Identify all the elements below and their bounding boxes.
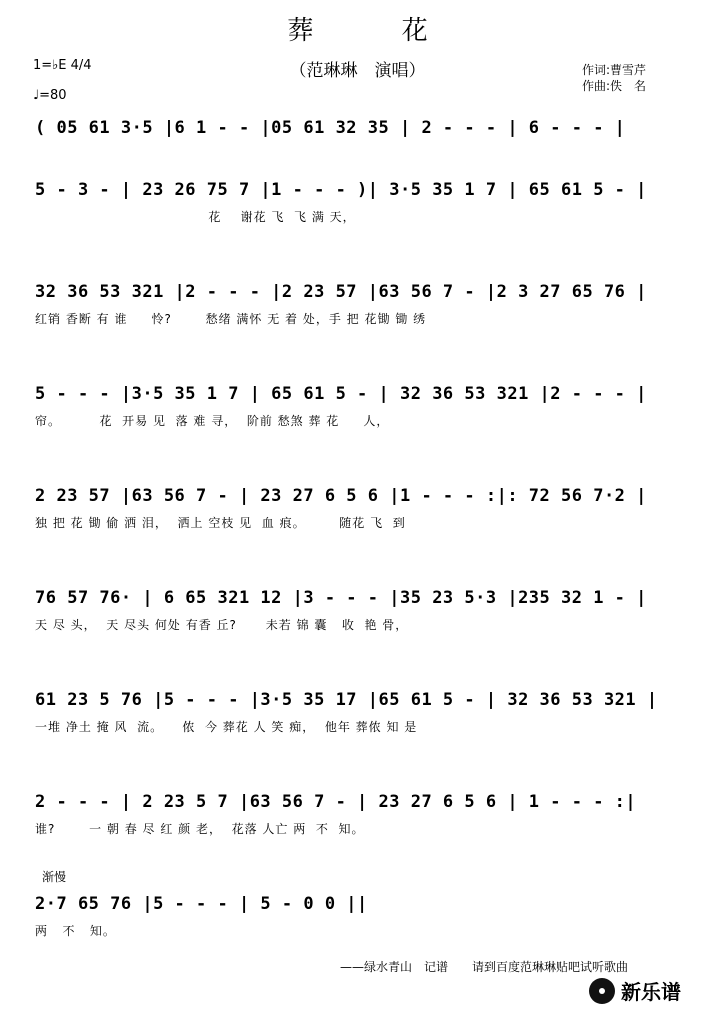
- transcriber-credit: ——绿水青山 记谱 请到百度范琳琳贴吧试听歌曲: [340, 960, 629, 974]
- lyrics-line: 谁? 一 朝 春 尽 红 颜 老， 花落 人亡 两 不 知。: [35, 822, 365, 836]
- lyrics-line: 天 尽 头， 天 尽头 何处 有香 丘? 未若 锦 囊 收 艳 骨，: [35, 618, 409, 632]
- song-subtitle: （范琳琳 演唱）: [289, 61, 426, 81]
- lyrics-line: 一堆 净土 掩 风 流。 侬 今 葬花 人 笑 痴， 他年 葬侬 知 是: [35, 720, 418, 734]
- lyrics-line: 花 谢花 飞 飞 满 天，: [35, 210, 356, 224]
- key-signature: 1=♭E 4/4: [33, 58, 92, 73]
- notation-line: 76 57 76· | 6 65 321 12 |3 - - - |35 23 5·3 |235 32 1 - |: [35, 588, 647, 608]
- composer: 作曲:佚 名: [582, 79, 647, 93]
- dynamic-marking: 渐慢: [42, 870, 67, 884]
- lyrics-line: 红销 香断 有 谁 怜? 愁绪 满怀 无 着 处，手 把 花锄 锄 绣: [35, 312, 427, 326]
- logo-text: 新乐谱: [621, 980, 681, 1004]
- lyrics-line: 独 把 花 锄 偷 洒 泪， 洒上 空枝 见 血 痕。 随花 飞 到: [35, 516, 406, 530]
- notation-line: 2 - - - | 2 23 5 7 |63 56 7 - | 23 27 6 5 6 | 1 - - - :|: [35, 792, 637, 812]
- notation-line: 5 - 3 - | 23 26 75 7 |1 - - - )| 3·5 35 1 7 | 65 61 5 - |: [35, 180, 647, 200]
- notation-line: ( 05 61 3·5 |6 1 - - |05 61 32 35 | 2 - - - | 6 - - - |: [35, 118, 626, 138]
- lyrics-line: 两 不 知。: [35, 924, 116, 938]
- notation-line: 2 23 57 |63 56 7 - | 23 27 6 5 6 |1 - - - :|: 72 56 7·2 |: [35, 486, 647, 506]
- credits: [582, 62, 646, 94]
- site-logo: [589, 976, 681, 1005]
- notation-line: 5 - - - |3·5 35 1 7 | 65 61 5 - | 32 36 53 321 |2 - - - |: [35, 384, 647, 404]
- notation-line: 61 23 5 76 |5 - - - |3·5 35 17 |65 61 5 - | 32 36 53 321 |: [35, 690, 658, 710]
- lyrics-line: 帘。 花 开易 见 落 难 寻， 阶前 愁煞 葬 花 人，: [35, 414, 390, 428]
- notation-line: 32 36 53 321 |2 - - - |2 23 57 |63 56 7 - |2 3 27 65 76 |: [35, 282, 647, 302]
- lyricist: 作词:曹雪芹: [582, 63, 647, 77]
- record-disc-icon: [589, 978, 615, 1004]
- tempo-marking: ♩=80: [33, 88, 67, 103]
- song-title: 葬 花: [287, 16, 468, 46]
- notation-line: 2·7 65 76 |5 - - - | 5 - 0 0 ||: [35, 894, 368, 914]
